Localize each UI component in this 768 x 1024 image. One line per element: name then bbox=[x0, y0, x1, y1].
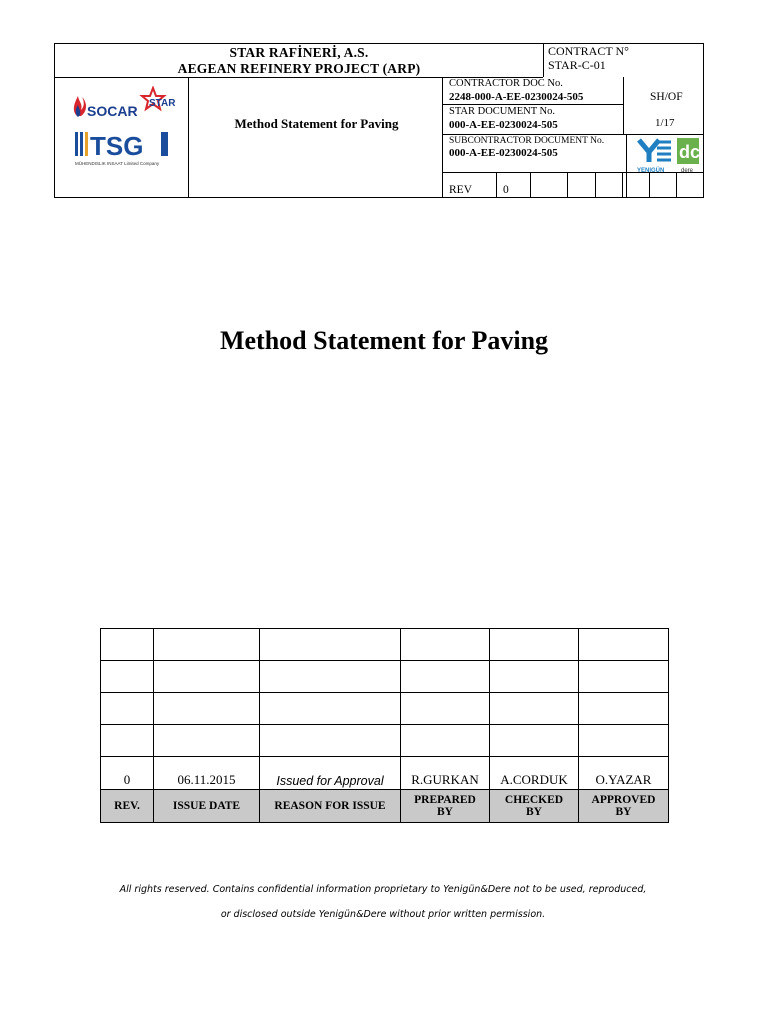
table-row bbox=[101, 757, 669, 790]
star-text: STAR bbox=[149, 98, 176, 109]
contract-value: STAR-C-01 bbox=[548, 57, 606, 72]
socar-text: SOCAR bbox=[87, 103, 138, 119]
divider bbox=[622, 172, 623, 198]
prepared-header: PREPARED BY bbox=[401, 790, 490, 823]
sheet-value: 1/17 bbox=[655, 117, 675, 129]
table-row bbox=[101, 661, 669, 693]
company-name bbox=[55, 45, 543, 77]
sheet-label: SH/OF bbox=[650, 91, 683, 103]
table-row bbox=[101, 629, 669, 661]
divider bbox=[543, 44, 544, 77]
document-header bbox=[54, 43, 704, 198]
table-row bbox=[101, 693, 669, 725]
divider bbox=[626, 134, 627, 198]
rev-label: REV bbox=[449, 184, 472, 196]
yenigun-text: YENIGÜN bbox=[637, 168, 665, 174]
divider bbox=[530, 172, 531, 198]
date-cell: 06.11.2015 bbox=[154, 757, 260, 790]
approved-cell: O.YAZAR bbox=[579, 757, 669, 790]
yenigun-dere-logo bbox=[635, 136, 701, 174]
header-title: Method Statement for Paving bbox=[234, 116, 399, 131]
svg-text:dc: dc bbox=[679, 142, 701, 162]
star-doc-label: STAR DOCUMENT No. bbox=[449, 106, 556, 117]
contract-number bbox=[548, 45, 629, 72]
divider bbox=[442, 104, 623, 105]
divider bbox=[442, 77, 443, 198]
tsg-text: TSG bbox=[90, 131, 144, 161]
divider bbox=[649, 172, 650, 198]
star-doc-value: 000-A-EE-0230024-505 bbox=[449, 119, 558, 131]
tsg-subtext: MÜHENDISLIK INSAAT Limited Company bbox=[75, 161, 160, 166]
divider bbox=[623, 77, 624, 134]
dere-text: dere bbox=[681, 168, 694, 174]
divider bbox=[676, 172, 677, 198]
table-row bbox=[101, 725, 669, 757]
rev-header: REV. bbox=[101, 790, 154, 823]
tsg-logo bbox=[73, 128, 173, 168]
table-header-row bbox=[101, 790, 669, 823]
approved-header: APPROVED BY bbox=[579, 790, 669, 823]
contractor-doc-value: 2248-000-A-EE-0230024-505 bbox=[449, 91, 584, 103]
reason-header: REASON FOR ISSUE bbox=[260, 790, 401, 823]
date-header: ISSUE DATE bbox=[154, 790, 260, 823]
checked-header: CHECKED BY bbox=[490, 790, 579, 823]
contract-label: CONTRACT N° bbox=[548, 44, 629, 58]
socar-star-logo bbox=[69, 86, 179, 122]
subcontractor-doc-label: SUBCONTRACTOR DOCUMENT No. bbox=[449, 136, 605, 146]
company-line-1: STAR RAFİNERİ, A.S. bbox=[229, 45, 369, 60]
footer-line-1: All rights reserved. Contains confidential information proprietary to Yenigün&Dere not to be used, reproduced, bbox=[119, 884, 647, 895]
rev-value: 0 bbox=[503, 184, 509, 196]
page-title: Method Statement for Paving bbox=[219, 326, 549, 355]
divider bbox=[188, 77, 189, 198]
contractor-doc-label: CONTRACTOR DOC No. bbox=[449, 78, 563, 89]
rev-cell: 0 bbox=[101, 757, 154, 790]
divider bbox=[496, 172, 497, 198]
divider bbox=[595, 172, 596, 198]
checked-cell: A.CORDUK bbox=[490, 757, 579, 790]
company-line-2: AEGEAN REFINERY PROJECT (ARP) bbox=[177, 61, 421, 76]
prepared-cell: R.GURKAN bbox=[401, 757, 490, 790]
subcontractor-doc-value: 000-A-EE-0230024-505 bbox=[449, 147, 558, 159]
footer-line-2: or disclosed outside Yenigün&Dere without prior written permission. bbox=[220, 909, 546, 920]
divider bbox=[567, 172, 568, 198]
reason-cell: Issued for Approval bbox=[260, 757, 401, 790]
revision-table bbox=[100, 628, 669, 823]
